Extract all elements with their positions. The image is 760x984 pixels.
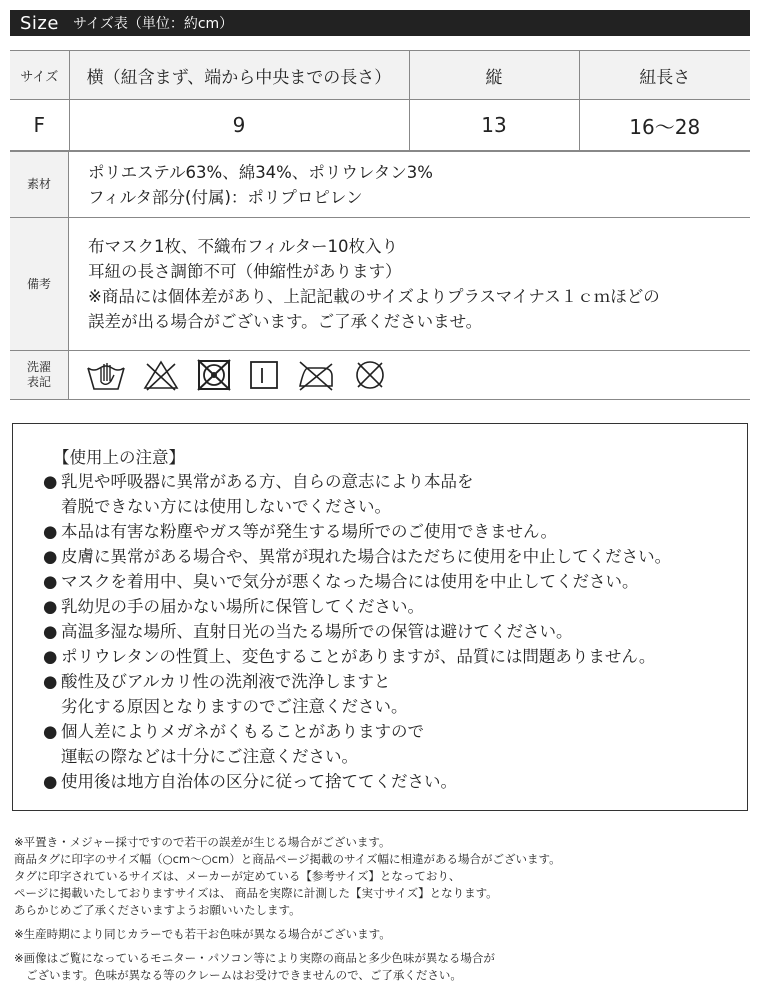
caution-line: 使用後は地方自治体の区分に従って捨ててください。: [61, 772, 457, 791]
bullet-icon: ●: [43, 572, 58, 591]
material-label: 素材: [10, 152, 69, 217]
caution-item: [43, 769, 671, 794]
footnotes: [14, 834, 561, 984]
size-table: [10, 50, 750, 151]
column-height: 縦: [409, 51, 579, 100]
caution-item: [43, 619, 671, 644]
laundry-label-line: 洗濯: [26, 360, 51, 374]
size-table-row: [10, 100, 750, 151]
no-dry-clean-icon: [352, 358, 388, 392]
bullet-icon: ●: [43, 647, 58, 666]
size-table-header-row: [10, 51, 750, 100]
bullet-icon: ●: [43, 522, 58, 541]
footnote-line: ※平置き・メジャー採寸ですので若干の誤差が生じる場合がございます。: [14, 835, 391, 849]
bullet-icon: ●: [43, 672, 58, 691]
bullet-icon: ●: [43, 722, 58, 741]
caution-line: 乳幼児の手の届かない場所に保管してください。: [61, 597, 424, 616]
caution-item: [43, 469, 671, 519]
caution-item: [43, 569, 671, 594]
material-row: [10, 152, 750, 218]
caution-item: [43, 644, 671, 669]
caution-line: 乳児や呼吸器に異常がある方、自らの意志により本品を: [61, 472, 474, 491]
value-strap-length: 16〜28: [579, 100, 750, 151]
notes-line: 耳紐の長さ調節不可（伸縮性があります）: [88, 262, 402, 281]
laundry-label-line: 表記: [26, 375, 51, 389]
caution-title: 【使用上の注意】: [53, 448, 185, 467]
caution-line: 本品は有害な粉塵やガス等が発生する場所でのご使用できません。: [61, 522, 557, 541]
notes-line: ※商品には個体差があり、上記記載のサイズよりプラスマイナス１ｃｍほどの: [88, 287, 660, 306]
caution-line: 酸性及びアルカリ性の洗剤液で洗浄しますと: [61, 672, 391, 691]
footnote-line: ※画像はご覧になっているモニター・パソコン等により実際の商品と多少色味が異なる場合が: [14, 951, 495, 965]
notes-line: 誤差が出る場合がございます。ご了承くださいませ。: [88, 312, 483, 331]
footnote-line: ※生産時期により同じカラーでも若干お色味が異なる場合がございます。: [14, 927, 391, 941]
caution-line: 個人差によりメガネがくもることがありますので: [61, 722, 424, 741]
material-line: ポリエステル63%、綿34%、ポリウレタン3%: [88, 162, 433, 182]
size-row-header: サイズ: [10, 51, 69, 100]
column-width: 横（紐含まず、端から中央までの長さ）: [69, 51, 409, 100]
line-dry-icon: [248, 358, 280, 392]
caution-item: [43, 594, 671, 619]
care-icons: [69, 351, 750, 399]
laundry-label: [10, 351, 69, 399]
no-iron-icon: [296, 358, 336, 392]
bullet-icon: ●: [43, 597, 58, 616]
caution-line: 高温多湿な場所、直射日光の当たる場所での保管は避けてください。: [61, 622, 573, 641]
caution-line: 劣化する原因となりますのでご注意ください。: [61, 697, 408, 716]
bullet-icon: ●: [43, 547, 58, 566]
caution-line: 着脱できない方には使用しないでください。: [61, 497, 391, 516]
material-line: フィルタ部分(付属)：ポリプロピレン: [88, 187, 363, 207]
caution-item: [43, 719, 671, 769]
bullet-icon: ●: [43, 622, 58, 641]
caution-line: 運転の際などは十分にご注意ください。: [61, 747, 358, 766]
size-row-label: F: [10, 100, 69, 151]
footnote-line: ございます。色味が異なる等のクレームはお受けできませんので、ご了承ください。: [26, 968, 462, 982]
size-header-bar: [10, 10, 750, 36]
caution-line: ポリウレタンの性質上、変色することがありますが、品質には問題ありません。: [61, 647, 656, 666]
column-strap-length: 紐長さ: [579, 51, 750, 100]
bullet-icon: ●: [43, 472, 58, 491]
bullet-icon: ●: [43, 772, 58, 791]
usage-caution-box: [12, 423, 748, 811]
no-tumble-dry-icon: [196, 358, 232, 392]
notes-row: [10, 218, 750, 351]
caution-line: マスクを着用中、臭いで気分が悪くなった場合には使用を中止してください。: [61, 572, 639, 591]
footnote-line: あらかじめご了承くださいますようお願いいたします。: [14, 903, 301, 917]
notes-label: 備考: [10, 218, 69, 350]
notes-body: [69, 218, 750, 350]
footnote-line: ページに掲載いたしておりますサイズは、 商品を実際に計測した【実寸サイズ】となります。: [14, 886, 498, 900]
caution-line: 皮膚に異常がある場合や、異常が現れた場合はただちに使用を中止してください。: [61, 547, 672, 566]
caution-item: [43, 544, 671, 569]
laundry-row: [10, 351, 750, 400]
size-subtitle: サイズ表（単位：約cm）: [72, 16, 234, 32]
size-title: Size: [20, 12, 59, 34]
no-bleach-icon: [142, 358, 180, 392]
footnote-line: 商品タグに印字のサイズ幅（○cm〜○cm）と商品ページ掲載のサイズ幅に相違がある場合がございます。: [14, 852, 561, 866]
value-width: 9: [69, 100, 409, 151]
material-body: [69, 152, 750, 217]
caution-item: [43, 669, 671, 719]
caution-list: [43, 469, 671, 794]
notes-line: 布マスク1枚、不織布フィルター10枚入り: [88, 237, 399, 256]
value-height: 13: [409, 100, 579, 151]
footnote-line: タグに印字されているサイズは、メーカーが定めている【参考サイズ】となっており、: [14, 869, 461, 883]
hand-wash-icon: [86, 358, 126, 392]
caution-item: [43, 519, 671, 544]
